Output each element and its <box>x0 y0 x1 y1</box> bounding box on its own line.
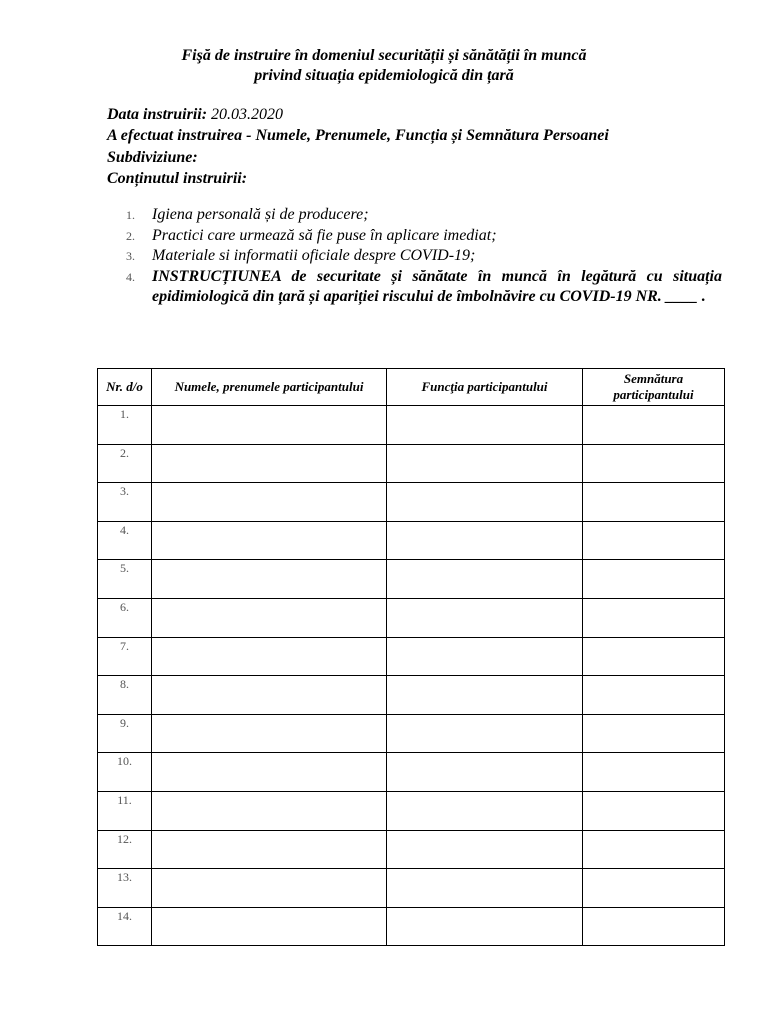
name-cell[interactable] <box>152 637 387 676</box>
table-row <box>98 869 725 908</box>
function-cell[interactable] <box>387 406 583 445</box>
table-row <box>98 791 725 830</box>
function-cell[interactable] <box>387 753 583 792</box>
training-date-value: 20.03.2020 <box>211 106 284 123</box>
signature-cell[interactable] <box>583 444 725 483</box>
list-item-text: INSTRUCȚIUNEA de securitate și sănătate în muncă în legătură cu situația epidimiologică din țară și apariției riscului de îmbolnăvire cu COVID-19 NR. ____ . <box>152 267 722 305</box>
row-number: 1. <box>98 406 152 445</box>
function-cell[interactable] <box>387 483 583 522</box>
content-label: Conținutul instruirii: <box>107 170 248 187</box>
row-number: 4. <box>98 521 152 560</box>
name-cell[interactable] <box>152 521 387 560</box>
training-date-label: Data instruirii: <box>107 106 208 123</box>
table-row <box>98 483 725 522</box>
header-function: Funcţia participantului <box>387 369 583 406</box>
table-header-row <box>98 369 725 406</box>
row-number: 13. <box>98 869 152 908</box>
name-cell[interactable] <box>152 907 387 946</box>
table-row <box>98 406 725 445</box>
document-title-line2: privind situația epidemiologică din țară <box>254 67 514 84</box>
participants-table <box>97 368 725 946</box>
name-cell[interactable] <box>152 714 387 753</box>
signature-cell[interactable] <box>583 483 725 522</box>
function-cell[interactable] <box>387 714 583 753</box>
name-cell[interactable] <box>152 560 387 599</box>
name-cell[interactable] <box>152 753 387 792</box>
training-content-list <box>126 205 722 308</box>
row-number: 14. <box>98 907 152 946</box>
signature-cell[interactable] <box>583 406 725 445</box>
row-number: 5. <box>98 560 152 599</box>
table-row <box>98 676 725 715</box>
function-cell[interactable] <box>387 830 583 869</box>
name-cell[interactable] <box>152 406 387 445</box>
name-cell[interactable] <box>152 598 387 637</box>
list-item-text: Practici care urmează să fie puse în aplicare imediat; <box>152 226 497 244</box>
name-cell[interactable] <box>152 444 387 483</box>
list-item <box>126 226 722 247</box>
row-number: 3. <box>98 483 152 522</box>
table-row <box>98 521 725 560</box>
function-cell[interactable] <box>387 598 583 637</box>
list-item <box>126 267 722 308</box>
function-cell[interactable] <box>387 560 583 599</box>
signature-cell[interactable] <box>583 714 725 753</box>
row-number: 12. <box>98 830 152 869</box>
table-row <box>98 714 725 753</box>
instructor-label: A efectuat instruirea - <box>107 127 252 144</box>
row-number: 2. <box>98 444 152 483</box>
list-item-number: 2. <box>126 228 135 243</box>
list-item-number: 1. <box>126 208 135 222</box>
content-row <box>107 168 247 189</box>
name-cell[interactable] <box>152 483 387 522</box>
signature-cell[interactable] <box>583 521 725 560</box>
function-cell[interactable] <box>387 676 583 715</box>
list-item-text: Materiale si informatii oficiale despre COVID-19; <box>152 247 476 264</box>
training-date-row <box>107 104 283 125</box>
name-cell[interactable] <box>152 676 387 715</box>
function-cell[interactable] <box>387 869 583 908</box>
list-item <box>126 246 722 267</box>
row-number: 6. <box>98 598 152 637</box>
list-item-number: 4. <box>126 269 135 284</box>
list-item-text: Igiena personală și de producere; <box>152 206 369 223</box>
instructor-row <box>107 125 609 146</box>
list-item-number: 3. <box>126 249 135 263</box>
signature-cell[interactable] <box>583 753 725 792</box>
table-row <box>98 637 725 676</box>
name-cell[interactable] <box>152 869 387 908</box>
table-row <box>98 830 725 869</box>
row-number: 7. <box>98 637 152 676</box>
row-number: 9. <box>98 714 152 753</box>
row-number: 11. <box>98 791 152 830</box>
header-name: Numele, prenumele participantului <box>152 369 387 406</box>
table-row <box>98 444 725 483</box>
document-title-line1: Fişă de instruire în domeniul securității și sănătății în muncă <box>181 47 587 64</box>
signature-cell[interactable] <box>583 676 725 715</box>
table-row <box>98 598 725 637</box>
instructor-value: Numele, Prenumele, Funcția și Semnătura Persoanei <box>255 127 609 144</box>
signature-cell[interactable] <box>583 830 725 869</box>
function-cell[interactable] <box>387 444 583 483</box>
function-cell[interactable] <box>387 791 583 830</box>
function-cell[interactable] <box>387 521 583 560</box>
name-cell[interactable] <box>152 830 387 869</box>
table-row <box>98 907 725 946</box>
signature-cell[interactable] <box>583 791 725 830</box>
signature-cell[interactable] <box>583 637 725 676</box>
signature-cell[interactable] <box>583 869 725 908</box>
subdivision-label: Subdiviziune: <box>107 149 198 166</box>
table-row <box>98 753 725 792</box>
table-row <box>98 560 725 599</box>
header-signature: Semnătura participantului <box>583 369 725 406</box>
signature-cell[interactable] <box>583 560 725 599</box>
row-number: 8. <box>98 676 152 715</box>
header-nr: Nr. d/o <box>98 369 152 406</box>
function-cell[interactable] <box>387 907 583 946</box>
row-number: 10. <box>98 753 152 792</box>
name-cell[interactable] <box>152 791 387 830</box>
list-item <box>126 205 722 226</box>
signature-cell[interactable] <box>583 598 725 637</box>
subdivision-row <box>107 147 198 168</box>
signature-cell[interactable] <box>583 907 725 946</box>
function-cell[interactable] <box>387 637 583 676</box>
